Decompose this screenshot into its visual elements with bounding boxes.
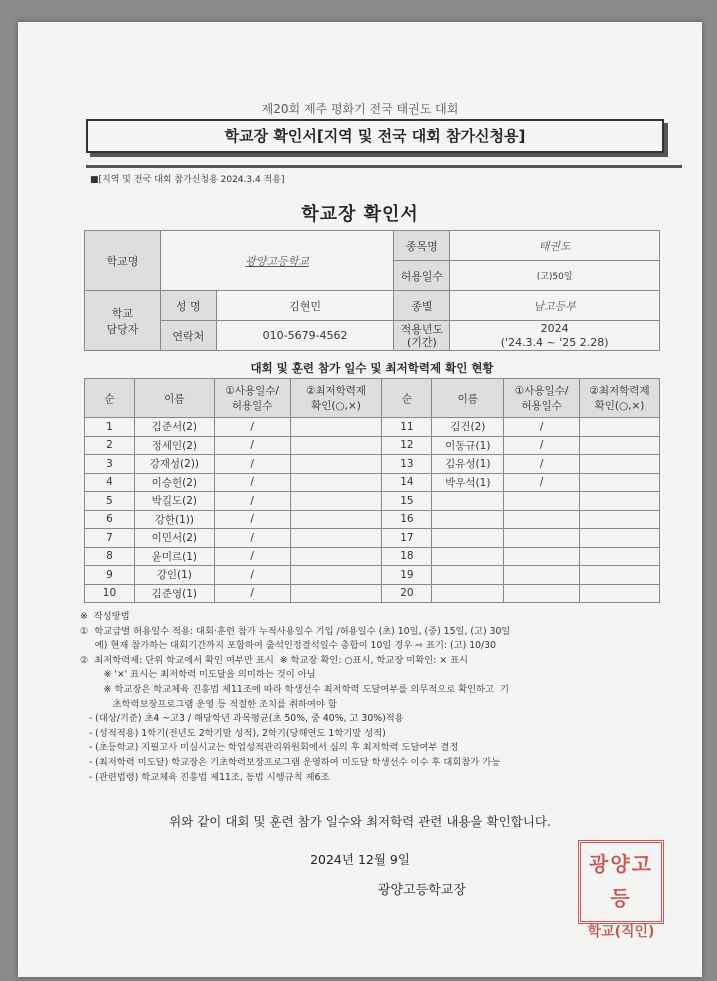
document-page xyxy=(18,22,702,977)
cell-no: 17 xyxy=(382,529,432,548)
school-label: 학교명 xyxy=(85,231,161,291)
cell-name xyxy=(432,547,504,566)
cell-check xyxy=(290,436,382,455)
cell-name: 이승헌(2) xyxy=(134,473,214,492)
header-no-left: 순 xyxy=(85,379,135,418)
confirmation-text: 위와 같이 대회 및 훈련 참가 일수와 최저학력 관련 내용을 확인합니다. xyxy=(169,814,551,829)
table-row xyxy=(85,584,660,603)
cell-name: 김건(2) xyxy=(432,418,504,437)
instruction-line: - (관련법령) 학교체육 진흥법 제11조, 동법 시행규칙 제6조 xyxy=(80,771,330,783)
cell-no: 20 xyxy=(382,584,432,603)
cell-no: 14 xyxy=(382,473,432,492)
instruction-line: - (초등학교) 지필고사 미실시교는 학업성적관리위원회에서 심의 후 최저학력 도달여부 결정 xyxy=(80,742,459,754)
title-divider xyxy=(86,165,682,168)
year-label: 적용년도 (기간) xyxy=(394,321,450,351)
cell-check xyxy=(290,510,382,529)
instruction-line: ※ '×' 표시는 최저학력 미도달을 의미하는 것이 아님 xyxy=(80,669,316,681)
cell-name: 김준영(1) xyxy=(134,584,214,603)
cell-check xyxy=(580,547,660,566)
table-row xyxy=(85,418,660,437)
cell-days xyxy=(504,492,580,511)
cell-no: 16 xyxy=(382,510,432,529)
cell-no: 3 xyxy=(85,455,135,474)
event-name: 제20회 제주 평화기 전국 태권도 대회 xyxy=(261,102,459,116)
cell-name xyxy=(432,510,504,529)
cell-check xyxy=(290,473,382,492)
cell-name: 윤미르(1) xyxy=(134,547,214,566)
cell-name xyxy=(432,584,504,603)
cell-no: 4 xyxy=(85,473,135,492)
cell-name: 강인(1) xyxy=(134,566,214,585)
header-days-right: ①사용일수/ 허용일수 xyxy=(504,379,580,418)
cell-check xyxy=(290,584,382,603)
cell-days: / xyxy=(214,510,290,529)
cell-days xyxy=(504,547,580,566)
instruction-line: 예) 현재 참가하는 대회기간까지 포함하여 출석인정결석일수 총합이 10일 경우 ⇨ 표기: (고) 10/30 xyxy=(80,640,497,652)
cell-name: 이동규(1) xyxy=(432,436,504,455)
year-value: 2024 xyxy=(540,321,569,335)
cell-days: / xyxy=(214,529,290,548)
cell-check xyxy=(290,492,382,511)
table-row xyxy=(85,510,660,529)
cell-no: 19 xyxy=(382,566,432,585)
name-value: 김현민 xyxy=(216,291,394,321)
cell-no: 15 xyxy=(382,492,432,511)
instruction-line: - (최저학력 미도달) 학교장은 기초학력보장프로그램 운영하여 미도달 학생선수 이수 후 대회참가 가능 xyxy=(80,756,501,768)
sub-note: ■[지역 및 전국 대회 참가신청용 2024.3.4 적용] xyxy=(90,175,285,185)
cell-name xyxy=(432,566,504,585)
cell-days xyxy=(504,584,580,603)
category-value: 남고등부 xyxy=(450,291,660,321)
table-row xyxy=(85,492,660,511)
header-name-right: 이름 xyxy=(432,379,504,418)
cell-days: / xyxy=(504,473,580,492)
cell-check xyxy=(290,455,382,474)
cell-check xyxy=(290,566,382,585)
cell-no: 13 xyxy=(382,455,432,474)
cell-check xyxy=(580,529,660,548)
cell-check xyxy=(290,547,382,566)
cell-no: 6 xyxy=(85,510,135,529)
school-value: 광양고등학교 xyxy=(160,231,394,291)
info-table xyxy=(84,230,660,351)
form-title: 학교장 확인서[지역 및 전국 대회 참가신청용] xyxy=(224,127,526,145)
cell-check xyxy=(580,436,660,455)
days-label: 허용일수 xyxy=(394,261,450,291)
instruction-line: ※ 작성방법 xyxy=(80,611,130,622)
instruction-line: - (성적적용) 1학기(전년도 2학기말 성적), 2학기(당해연도 1학기말 성적) xyxy=(80,727,386,739)
principal-name: 광양고등학교장 xyxy=(378,883,466,898)
contact-label: 연락처 xyxy=(160,321,216,351)
cell-days: / xyxy=(214,473,290,492)
header-days-left: ①사용일수/ 허용일수 xyxy=(214,379,290,418)
cell-days xyxy=(504,510,580,529)
cell-days: / xyxy=(214,566,290,585)
cell-check xyxy=(290,418,382,437)
cell-days: / xyxy=(214,584,290,603)
cell-name: 김준서(2) xyxy=(134,418,214,437)
cell-name xyxy=(432,492,504,511)
official-seal: 광양고등 학교(직인) xyxy=(578,840,664,924)
event-label: 종목명 xyxy=(394,231,450,261)
cell-days: / xyxy=(214,455,290,474)
instruction-line: ② 최저학력제: 단위 학교에서 확인 여부만 표시 ※ 학교장 확인: ○표시, 학교장 미확인: × 표시 xyxy=(80,654,469,666)
cell-days: / xyxy=(504,455,580,474)
roster-table xyxy=(84,378,660,603)
cell-days: / xyxy=(214,436,290,455)
category-label: 종별 xyxy=(394,291,450,321)
cell-check xyxy=(290,529,382,548)
cell-days: / xyxy=(504,436,580,455)
cell-name: 박우석(1) xyxy=(432,473,504,492)
instruction-line: ① 학교급별 허용일수 적용: 대회·훈련 참가 누적사용일수 기입 /허용일수 (초) 10일, (중) 15일, (고) 30일 xyxy=(80,625,511,637)
cell-no: 11 xyxy=(382,418,432,437)
cell-check xyxy=(580,584,660,603)
period-value: ('24.3.4 ~ '25 2.28) xyxy=(500,335,609,349)
cell-no: 2 xyxy=(85,436,135,455)
cell-days xyxy=(504,529,580,548)
header-name-left: 이름 xyxy=(134,379,214,418)
contact-value: 010-5679-4562 xyxy=(216,321,394,351)
instruction-line: 초학력보장프로그램 운영 등 적절한 조치를 취하여야 함 xyxy=(80,698,337,710)
cell-name: 강재성(2)) xyxy=(134,455,214,474)
year-cell xyxy=(450,321,660,351)
table-row xyxy=(85,547,660,566)
event-value: 태권도 xyxy=(450,231,660,261)
instruction-line: - (대상/기준) 초4 ~고3 / 해당학년 과목평균(초 50%, 중 40%, 고 30%)적용 xyxy=(80,713,404,725)
cell-no: 9 xyxy=(85,566,135,585)
manager-label: 학교 담당자 xyxy=(85,291,161,351)
cell-name: 이민서(2) xyxy=(134,529,214,548)
cell-name: 박길도(2) xyxy=(134,492,214,511)
header-check-right: ②최저학력제 확인(○,×) xyxy=(580,379,660,418)
cell-days: / xyxy=(214,492,290,511)
cell-no: 10 xyxy=(85,584,135,603)
name-label: 성 명 xyxy=(160,291,216,321)
cell-name: 정세인(2) xyxy=(134,436,214,455)
document-title: 학교장 확인서 xyxy=(301,204,419,225)
cell-check xyxy=(580,510,660,529)
cell-days: / xyxy=(504,418,580,437)
table-row xyxy=(85,455,660,474)
cell-days: / xyxy=(214,547,290,566)
header-no-right: 순 xyxy=(382,379,432,418)
cell-name: 강한(1)) xyxy=(134,510,214,529)
table-row xyxy=(85,529,660,548)
cell-no: 5 xyxy=(85,492,135,511)
cell-no: 12 xyxy=(382,436,432,455)
cell-no: 18 xyxy=(382,547,432,566)
cell-days xyxy=(504,566,580,585)
cell-name xyxy=(432,529,504,548)
table-row xyxy=(85,436,660,455)
cell-check xyxy=(580,455,660,474)
cell-days: / xyxy=(214,418,290,437)
cell-name: 김유성(1) xyxy=(432,455,504,474)
cell-check xyxy=(580,473,660,492)
cell-check xyxy=(580,418,660,437)
form-title-box xyxy=(86,119,664,153)
section-title: 대회 및 훈련 참가 일수 및 최저학력제 확인 현황 xyxy=(250,361,494,375)
cell-no: 8 xyxy=(85,547,135,566)
header-check-left: ②최저학력제 확인(○,×) xyxy=(290,379,382,418)
instruction-line: ※ 학교장은 학교체육 진흥법 제11조에 따라 학생선수 최저학력 도달여부를 의무적으로 확인하고 기 xyxy=(80,683,509,695)
seal-suffix: (직인) xyxy=(614,924,655,940)
cell-check xyxy=(580,492,660,511)
date: 2024년 12월 9일 xyxy=(310,852,410,867)
table-row xyxy=(85,473,660,492)
cell-check xyxy=(580,566,660,585)
table-row xyxy=(85,566,660,585)
cell-no: 7 xyxy=(85,529,135,548)
instructions xyxy=(80,610,692,785)
cell-no: 1 xyxy=(85,418,135,437)
days-value: (고)50일 xyxy=(450,261,660,291)
